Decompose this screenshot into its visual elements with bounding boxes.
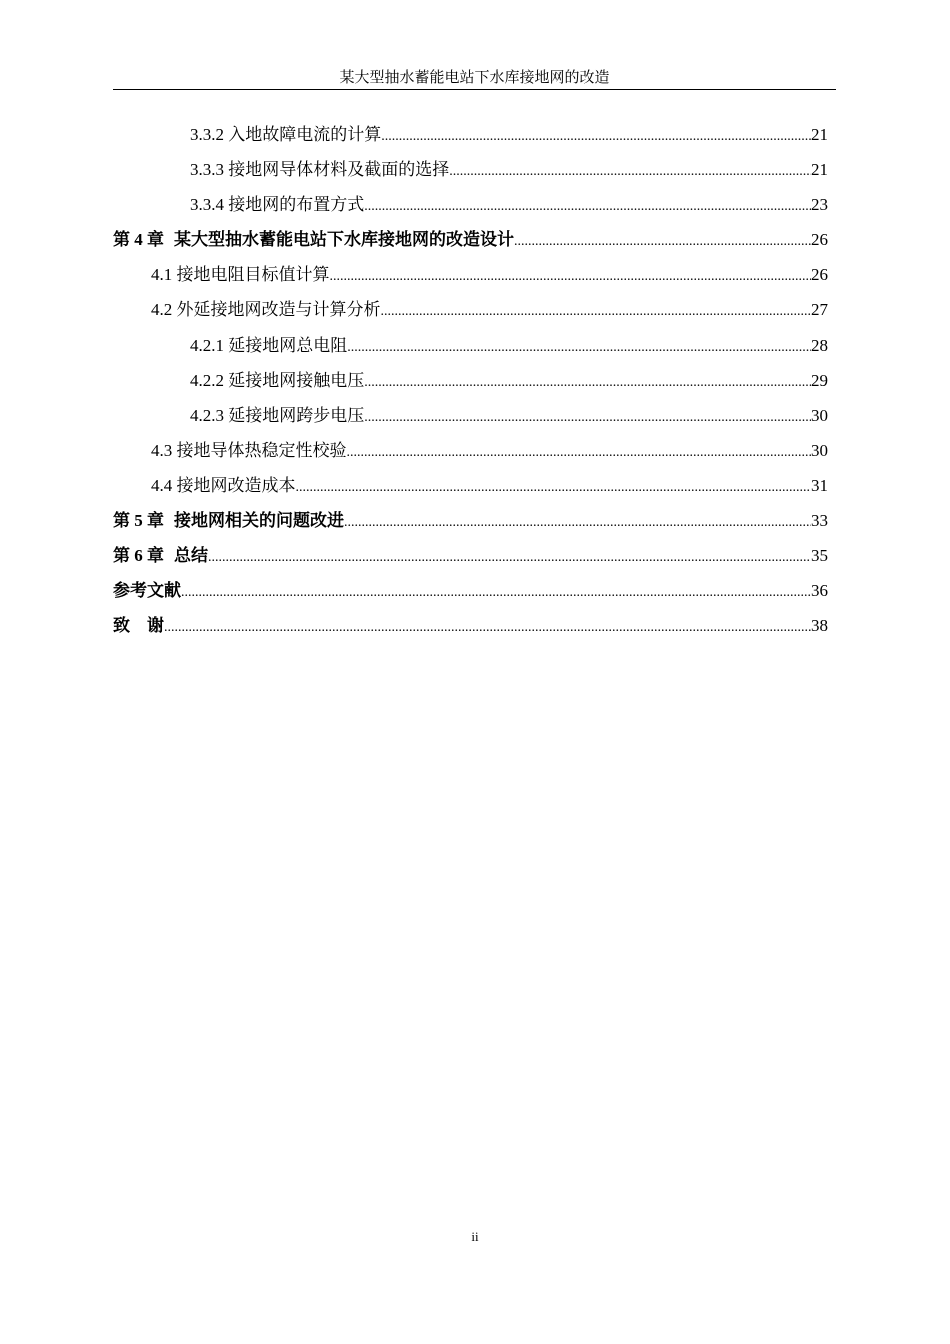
toc-dot-leader	[381, 119, 811, 154]
toc-dot-leader	[347, 435, 812, 470]
toc-entry-label: 3.3.3 接地网导体材料及截面的选择	[190, 160, 450, 180]
toc-entry[interactable]	[113, 257, 828, 292]
toc-entry[interactable]	[113, 398, 828, 433]
toc-entry-label: 第 5 章 接地网相关的问题改进	[113, 511, 344, 531]
toc-page-number: 28	[811, 335, 828, 355]
toc-dot-leader	[449, 154, 811, 189]
toc-dot-leader	[364, 365, 811, 400]
header-rule	[113, 89, 836, 90]
toc-dot-leader	[330, 259, 812, 294]
toc-entry-chapter[interactable]	[113, 222, 828, 257]
toc-page-number: 30	[811, 440, 828, 460]
toc-entry-label: 4.3 接地导体热稳定性校验	[151, 440, 347, 460]
toc-dot-leader	[381, 294, 812, 329]
toc-page-number: 26	[811, 230, 828, 250]
toc-entry-label: 4.2.2 延接地网接触电压	[190, 370, 365, 390]
toc-entry-chapter[interactable]	[113, 573, 828, 608]
toc-entry-label: 4.2.3 延接地网跨步电压	[190, 405, 365, 425]
toc-entry[interactable]	[113, 328, 828, 363]
toc-entry-label: 4.2.1 延接地网总电阻	[190, 335, 348, 355]
toc-dot-leader	[347, 330, 811, 365]
toc-dot-leader	[164, 610, 811, 645]
page-number: ii	[471, 1229, 479, 1244]
toc-dot-leader	[181, 575, 811, 610]
toc-dot-leader	[364, 400, 811, 435]
toc-entry-chapter[interactable]	[113, 608, 828, 643]
toc-entry[interactable]	[113, 187, 828, 222]
toc-page-number: 33	[811, 511, 828, 531]
toc-entry[interactable]	[113, 433, 828, 468]
toc-page-number: 29	[811, 370, 828, 390]
toc-page-number: 31	[811, 475, 828, 495]
toc-entry-label: 致 谢	[113, 616, 164, 636]
running-header: 某大型抽水蓄能电站下水库接地网的改造	[339, 70, 610, 86]
toc-entry[interactable]	[113, 117, 828, 152]
toc-entry-chapter[interactable]	[113, 503, 828, 538]
toc-entry-label: 第 4 章 某大型抽水蓄能电站下水库接地网的改造设计	[113, 230, 514, 250]
toc-page-number: 30	[811, 405, 828, 425]
toc-entry-label: 4.2 外延接地网改造与计算分析	[151, 300, 381, 320]
toc-page-number: 21	[811, 125, 828, 144]
toc-page-number: 38	[811, 616, 828, 636]
table-of-contents	[113, 117, 828, 643]
toc-dot-leader	[364, 189, 811, 224]
toc-dot-leader	[208, 540, 811, 575]
toc-dot-leader	[296, 470, 812, 505]
toc-page-number: 23	[811, 195, 828, 215]
toc-page-number: 26	[811, 265, 828, 285]
toc-entry-label: 3.3.2 入地故障电流的计算	[190, 125, 382, 144]
toc-entry[interactable]	[113, 468, 828, 503]
toc-page-number: 21	[811, 160, 828, 180]
toc-page-number: 27	[811, 300, 828, 320]
toc-page-number: 35	[811, 546, 828, 566]
toc-entry-chapter[interactable]	[113, 538, 828, 573]
toc-page-number: 36	[811, 581, 828, 601]
toc-entry-label: 4.1 接地电阻目标值计算	[151, 265, 330, 285]
toc-entry-label: 4.4 接地网改造成本	[151, 475, 296, 495]
toc-entry-label: 3.3.4 接地网的布置方式	[190, 195, 365, 215]
toc-entry[interactable]	[113, 363, 828, 398]
toc-entry-label: 参考文献	[113, 581, 181, 601]
toc-entry[interactable]	[113, 292, 828, 327]
toc-entry-label: 第 6 章 总结	[113, 546, 208, 566]
toc-dot-leader	[344, 505, 811, 540]
toc-entry[interactable]	[113, 152, 828, 187]
toc-dot-leader	[514, 224, 811, 259]
